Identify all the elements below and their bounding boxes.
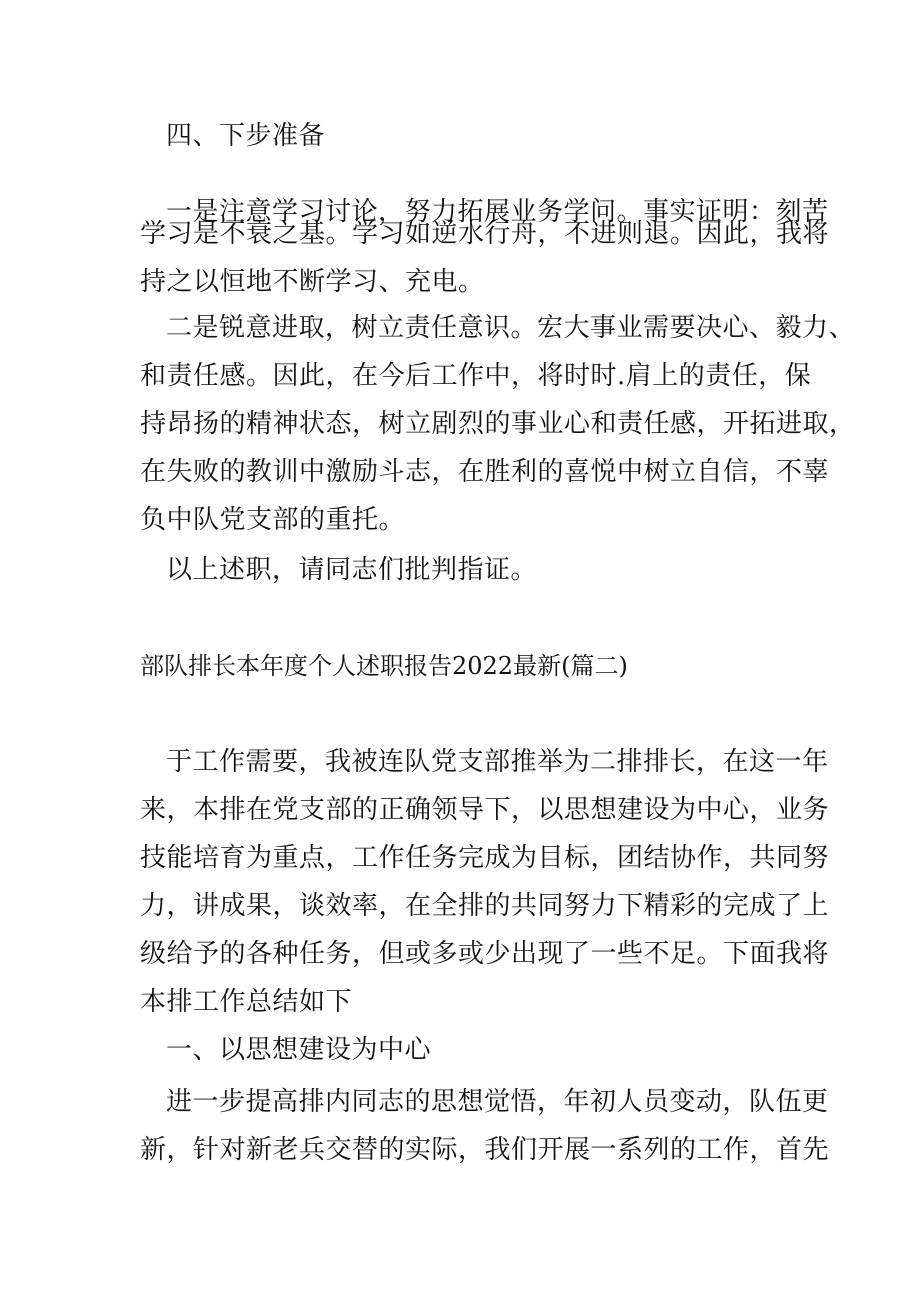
paragraph-line: 技能培育为重点，工作任务完成为目标，团结协作，共同努 bbox=[140, 843, 830, 873]
paragraph-line: 在失败的教训中激励斗志，在胜利的喜悦中树立自信，不辜 bbox=[140, 457, 830, 487]
paragraph-line: 和责任感。因此，在今后工作中，将时时.肩上的责任，保 bbox=[140, 361, 812, 391]
closing-line: 以上述职，请同志们批判指证。 bbox=[166, 555, 538, 585]
paragraph-line: 持之以恒地不断学习、充电。 bbox=[140, 267, 485, 297]
paragraph-line: 进一步提高排内同志的思想觉悟，年初人员变动，队伍更 bbox=[166, 1087, 829, 1117]
paragraph-line: 本排工作总结如下 bbox=[140, 987, 353, 1017]
paragraph-line: 于工作需要，我被连队党支部推举为二排排长，在这一年 bbox=[166, 747, 829, 777]
paragraph-line: 新，针对新老兵交替的实际，我们开展一系列的工作，首先 bbox=[140, 1135, 830, 1165]
paragraph-line: 负中队党支部的重托。 bbox=[140, 505, 406, 535]
paragraph-line: 级给予的各种任务，但或多或少出现了一些不足。下面我将 bbox=[140, 939, 830, 969]
paragraph-line: 一是注意学习讨论，努力拓展业务学问。事实证明：刻苦 bbox=[166, 197, 829, 227]
paragraph-line: 学习是不衰之基。学习如逆水行舟，不进则退。因此，我将 bbox=[140, 219, 830, 249]
section-heading-next-steps: 四、下步准备 bbox=[166, 121, 326, 151]
paragraph-line: 持昂扬的精神状态，树立剧烈的事业心和责任感，开拓进取， bbox=[140, 409, 856, 439]
section-heading-ideology: 一、以思想建设为中心 bbox=[166, 1035, 432, 1065]
paragraph-line: 二是锐意进取，树立责任意识。宏大事业需要决心、毅力、 bbox=[166, 313, 856, 343]
paragraph-line: 力，讲成果，谈效率，在全排的共同努力下精彩的完成了上 bbox=[140, 891, 830, 921]
article-title: 部队排长本年度个人述职报告2022最新(篇二) bbox=[140, 652, 628, 680]
paragraph-line: 来，本排在党支部的正确领导下，以思想建设为中心，业务 bbox=[140, 795, 830, 825]
